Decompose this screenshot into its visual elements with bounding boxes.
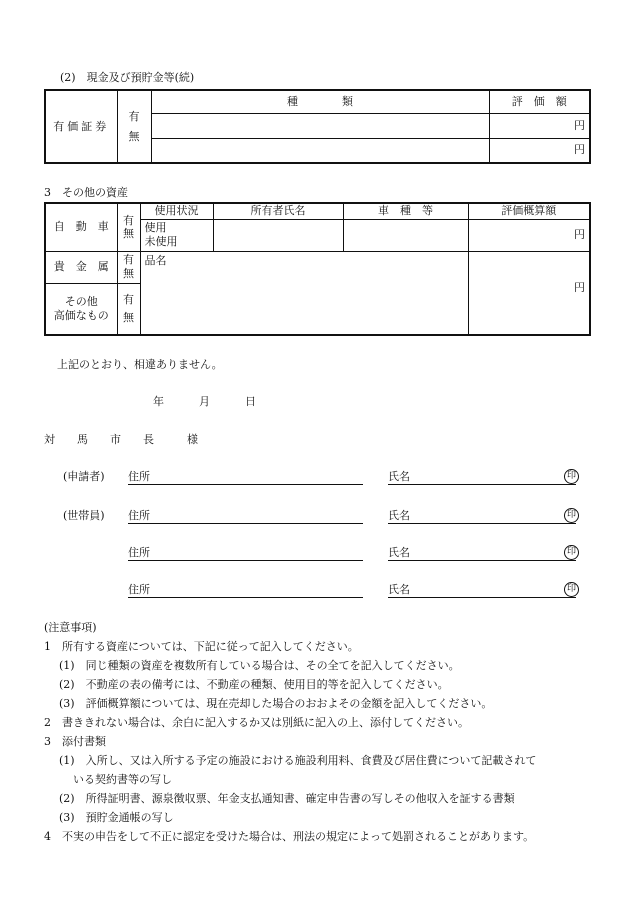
note-3: 3 添付書類 <box>44 735 106 748</box>
note-3-2: (2) 所得証明書、源泉徴収票、年金支払通知書、確定申告書の写しその他収入を証する書類 <box>59 792 515 805</box>
name-label: 氏名 <box>388 470 410 483</box>
address-line-4[interactable] <box>128 597 363 598</box>
car-estimate-cell[interactable]: 円 <box>468 219 590 251</box>
value-cell-1[interactable]: 円 <box>489 113 590 138</box>
usage-cell[interactable] <box>140 219 213 251</box>
address-label: 住所 <box>128 509 150 522</box>
none-mark: 無 <box>123 267 134 280</box>
name-line-2[interactable] <box>388 523 576 524</box>
metal-has-none[interactable] <box>117 251 140 283</box>
address-label: 住所 <box>128 470 150 483</box>
securities-table <box>44 89 591 164</box>
vehicle-cell[interactable] <box>343 219 468 251</box>
household-label: (世帯員) <box>63 509 105 522</box>
note-1-2: (2) 不動産の表の備考には、不動産の種類、使用目的等を記入してください。 <box>59 678 449 691</box>
owner-cell[interactable] <box>213 219 343 251</box>
address-label: 住所 <box>128 583 150 596</box>
declaration-text: 上記のとおり、相違ありません。 <box>57 358 223 371</box>
metal-other-estimate-cell[interactable]: 円 <box>468 251 590 335</box>
address-line-2[interactable] <box>128 523 363 524</box>
seal-icon: 印 <box>564 469 579 484</box>
name-line-3[interactable] <box>388 560 576 561</box>
value-cell-2[interactable]: 円 <box>489 138 590 163</box>
name-label: 氏名 <box>388 509 410 522</box>
address-line-1[interactable] <box>128 484 363 485</box>
has-mark: 有 <box>128 109 140 123</box>
other-valuables-label: その他 高価なもの <box>45 283 117 335</box>
name-label: 氏名 <box>388 583 410 596</box>
col-value-header: 評 価 額 <box>489 90 590 113</box>
col-owner-header: 所有者氏名 <box>213 203 343 219</box>
item-name-label: 品名 <box>144 253 167 267</box>
car-label: 自 動 車 <box>45 203 117 251</box>
name-line-1[interactable] <box>388 484 576 485</box>
applicant-label: (申請者) <box>63 470 105 483</box>
date-year: 年 <box>153 395 164 408</box>
address-line-3[interactable] <box>128 560 363 561</box>
car-has-none[interactable] <box>117 203 140 251</box>
section3-heading: 3 その他の資産 <box>44 186 128 199</box>
note-3-1a: (1) 入所し、又は入所する予定の施設における施設利用料、食費及び居住費について記載されて <box>59 754 537 767</box>
note-2: 2 書ききれない場合は、余白に記入するか又は別紙に記入の上、添付してください。 <box>44 716 469 729</box>
col-usage-header: 使用状況 <box>140 203 213 219</box>
metal-label: 貴 金 属 <box>45 251 117 283</box>
seal-icon: 印 <box>564 545 579 560</box>
has-mark: 有 <box>123 293 134 306</box>
none-mark: 無 <box>128 129 140 143</box>
note-3-3: (3) 預貯金通帳の写し <box>59 811 174 824</box>
other-has-none[interactable] <box>117 283 140 335</box>
none-mark: 無 <box>123 227 134 241</box>
item-name-cell[interactable] <box>140 251 468 335</box>
note-1: 1 所有する資産については、下記に従って記入してください。 <box>44 640 359 653</box>
note-3-1b: いる契約書等の写し <box>73 773 172 786</box>
section2-heading: (2) 現金及び預貯金等(続) <box>60 71 195 84</box>
note-1-1: (1) 同じ種類の資産を複数所有している場合は、その全てを記入してください。 <box>59 659 460 672</box>
note-4: 4 不実の申告をして不正に認定を受けた場合は、刑法の規定によって処罰されることがあります。 <box>44 830 535 843</box>
date-day: 日 <box>245 395 256 408</box>
has-mark: 有 <box>123 253 134 267</box>
address-label: 住所 <box>128 546 150 559</box>
addressee: 対 馬 市 長 様 <box>44 433 198 446</box>
type-cell-1[interactable] <box>151 113 489 138</box>
none-mark: 無 <box>123 310 134 324</box>
name-line-4[interactable] <box>388 597 576 598</box>
unused-option[interactable]: 未使用 <box>144 235 178 248</box>
used-option[interactable]: 使用 <box>144 221 167 235</box>
note-1-3: (3) 評価概算額については、現在売却した場合のおおよその金額を記入してください。 <box>59 697 493 710</box>
securities-label: 有価証券 <box>45 90 117 163</box>
securities-has-none[interactable] <box>117 90 151 163</box>
seal-icon: 印 <box>564 582 579 597</box>
type-cell-2[interactable] <box>151 138 489 163</box>
col-vehicle-header: 車 種 等 <box>343 203 468 219</box>
col-type-header: 種 類 <box>151 90 489 113</box>
name-label: 氏名 <box>388 546 410 559</box>
notes-heading: (注意事項) <box>44 621 97 634</box>
seal-icon: 印 <box>564 508 579 523</box>
other-assets-table <box>44 202 591 336</box>
date-month: 月 <box>199 395 210 408</box>
has-mark: 有 <box>123 213 134 227</box>
col-estimate-header: 評価概算額 <box>468 203 590 219</box>
